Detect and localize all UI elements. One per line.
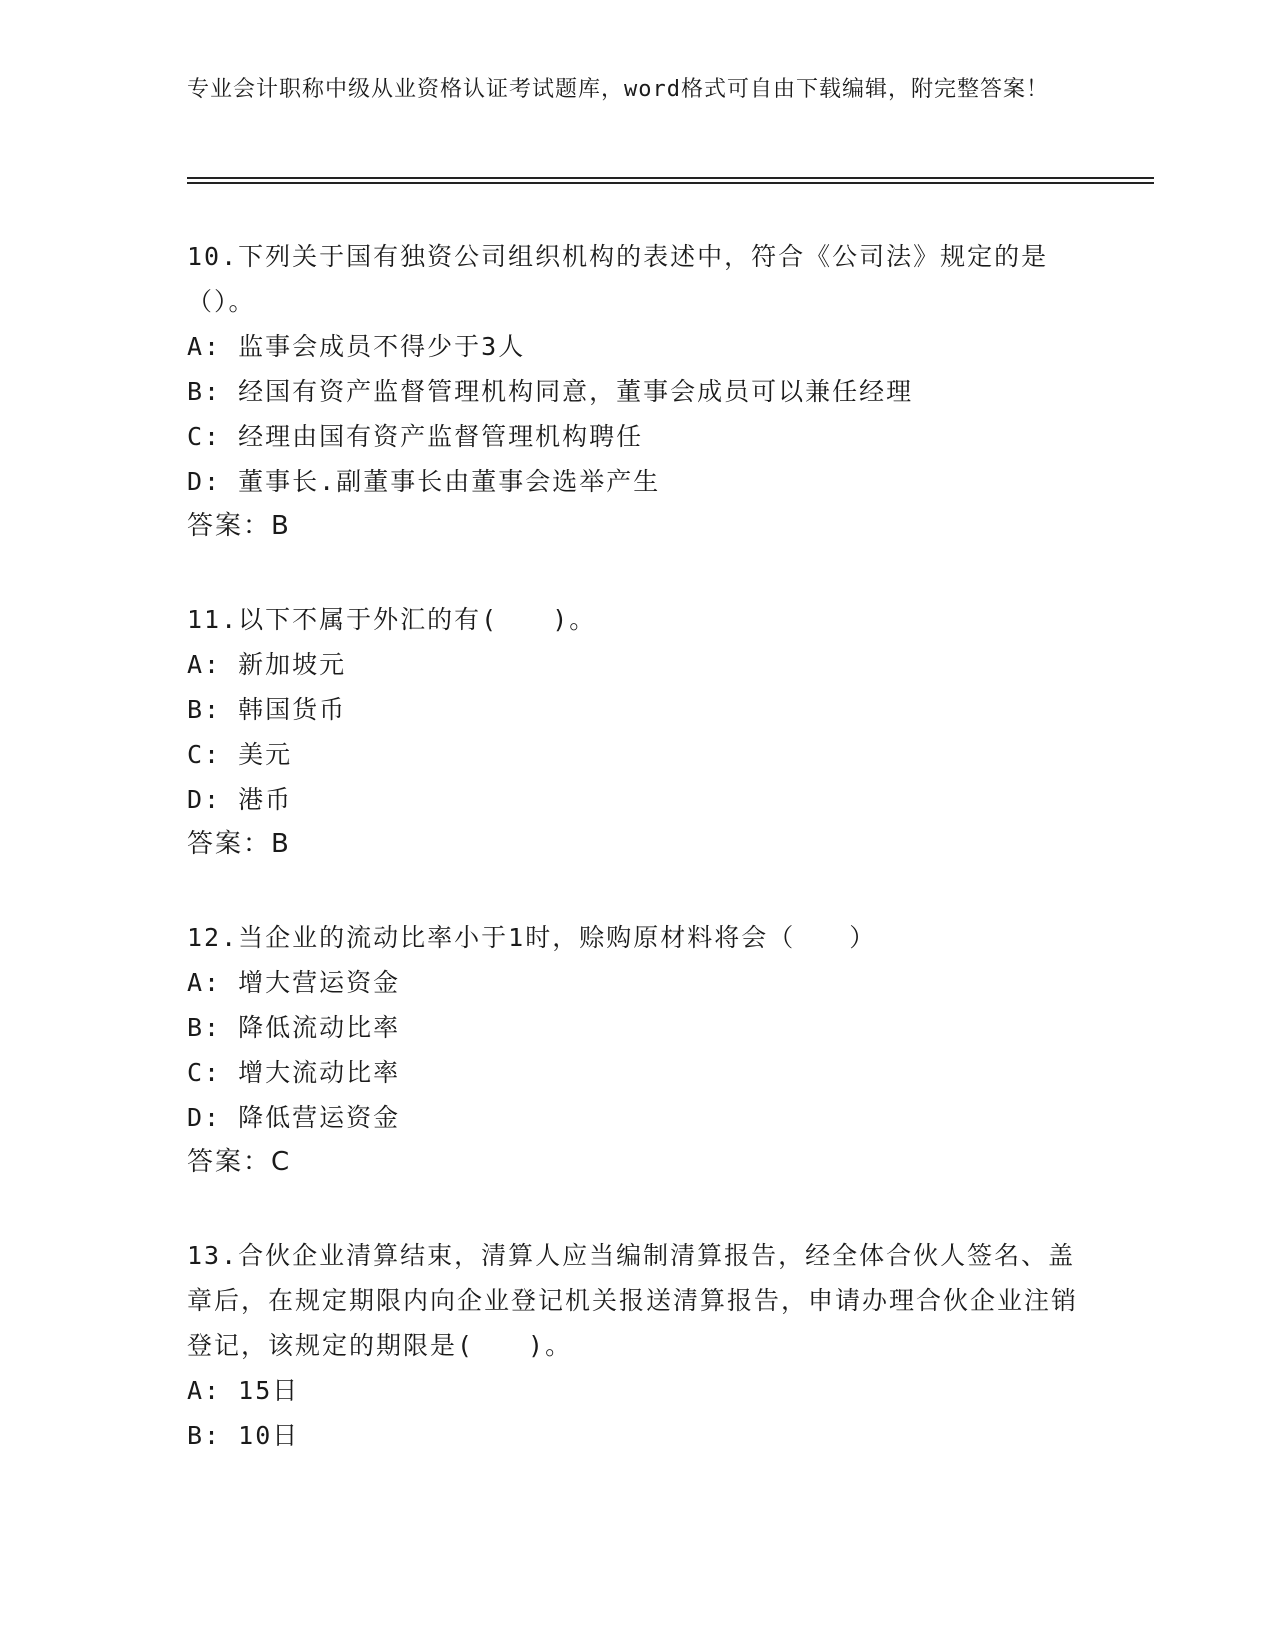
option-a: A: 15日 [187, 1376, 300, 1405]
option-d: D: 董事长.副董事长由董事会选举产生 [187, 467, 661, 496]
document-header: 专业会计职称中级从业资格认证考试题库，word格式可自由下载编辑，附完整答案！ [187, 77, 1049, 102]
question-stem: 12.当企业的流动比率小于1时，赊购原材料将会（ ） [187, 923, 877, 952]
question-stem: 11.以下不属于外汇的有( )。 [187, 605, 597, 634]
option-c: C: 经理由国有资产监督管理机构聘任 [187, 422, 644, 451]
question-10 [187, 234, 1087, 549]
question-12 [187, 915, 1087, 1185]
answer: 答案：B [187, 829, 291, 859]
option-b: B: 经国有资产监督管理机构同意，董事会成员可以兼任经理 [187, 377, 914, 406]
question-stem: 10.下列关于国有独资公司组织机构的表述中，符合《公司法》规定的是（）。 [187, 242, 1049, 316]
question-11 [187, 597, 1087, 867]
question-13 [187, 1233, 1087, 1458]
option-b: B: 韩国货币 [187, 695, 347, 724]
option-a: A: 新加坡元 [187, 650, 347, 679]
header-divider-bottom [187, 182, 1154, 184]
header-divider-top [187, 177, 1154, 179]
option-c: C: 美元 [187, 740, 293, 769]
option-b: B: 降低流动比率 [187, 1013, 401, 1042]
option-d: D: 降低营运资金 [187, 1103, 401, 1132]
option-d: D: 港币 [187, 785, 293, 814]
answer: 答案：C [187, 1147, 292, 1177]
answer: 答案：B [187, 511, 291, 541]
option-b: B: 10日 [187, 1421, 300, 1450]
option-a: A: 监事会成员不得少于3人 [187, 332, 526, 361]
option-c: C: 增大流动比率 [187, 1058, 401, 1087]
question-stem: 13.合伙企业清算结束，清算人应当编制清算报告，经全体合伙人签名、盖章后，在规定期限内向企业登记机关报送清算报告，申请办理合伙企业注销登记，该规定的期限是( )。 [187, 1241, 1079, 1360]
option-a: A: 增大营运资金 [187, 968, 401, 997]
